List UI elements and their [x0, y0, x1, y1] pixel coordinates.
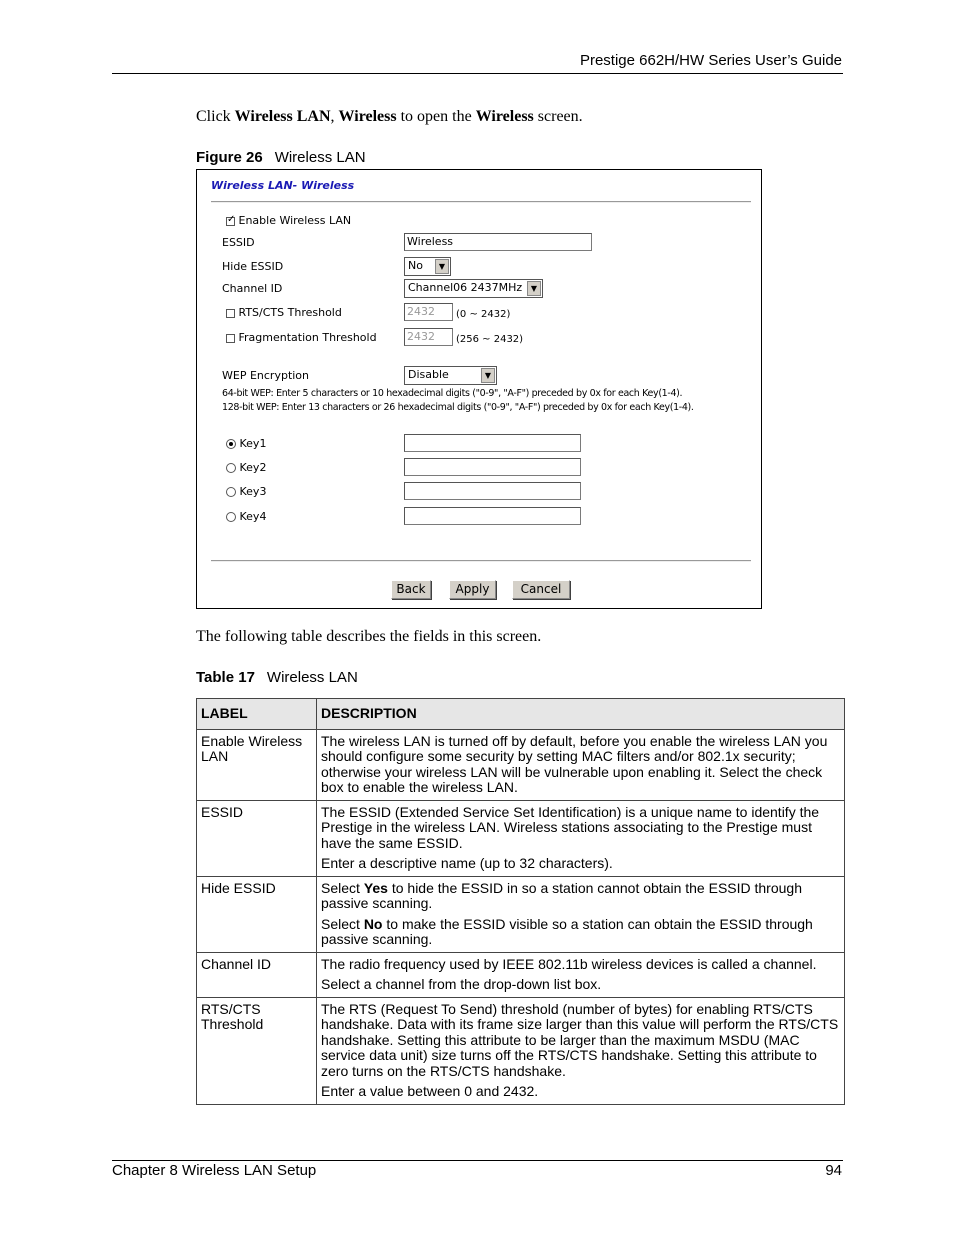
intro-suffix: screen.: [533, 108, 583, 125]
essid-input[interactable]: Wireless: [404, 233, 592, 251]
chevron-down-icon: ▼: [435, 259, 449, 274]
desc-paragraph: The wireless LAN is turned off by default, before you enable the wireless LAN you should configure some security by setting MAC filters and/or 802.1x security; otherwise your wireless LAN will be vulnerable upon enabling it. Select the check box to enable the wireless LAN.: [321, 732, 828, 795]
row-description: [317, 800, 845, 876]
hide-essid-select[interactable]: [404, 257, 451, 276]
row-description: [317, 997, 845, 1104]
desc-paragraph: Enter a value between 0 and 2432.: [321, 1083, 539, 1099]
desc-text: Select: [321, 879, 364, 896]
desc-bold-no: No: [363, 915, 383, 932]
desc-text: Select: [321, 915, 364, 932]
desc-paragraph: [321, 917, 840, 948]
wep-note-64: 64-bit WEP: Enter 5 characters or 10 hexadecimal digits ("0-9", "A-F") preceded by 0x for each Key(1-4).: [222, 388, 683, 399]
wep-label: WEP Encryption: [222, 369, 310, 382]
intro-mid: to open the: [396, 108, 476, 125]
key3-row: [226, 485, 266, 498]
frag-input[interactable]: 2432: [404, 328, 453, 346]
rts-range: (0 ~ 2432): [456, 309, 511, 320]
key2-label: Key2: [239, 461, 267, 474]
intro-bold-wireless: Wireless: [338, 108, 397, 125]
key4-row: [226, 510, 266, 523]
desc-bold-yes: Yes: [363, 879, 388, 896]
row-label: Enable Wireless LAN: [197, 729, 317, 800]
table-caption: [196, 669, 358, 686]
desc-paragraph: Select a channel from the drop-down list box.: [321, 976, 602, 992]
hide-essid-value: No: [408, 259, 423, 272]
key1-row: [226, 437, 266, 450]
apply-button[interactable]: Apply: [449, 580, 496, 599]
screen-title: Wireless LAN- Wireless: [211, 179, 355, 192]
row-label: Hide ESSID: [197, 876, 317, 952]
footer-rule: [112, 1160, 843, 1161]
frag-range: (256 ~ 2432): [456, 334, 524, 345]
frag-row: [226, 331, 377, 344]
key1-input[interactable]: [404, 434, 581, 452]
hide-essid-label: Hide ESSID: [222, 260, 284, 273]
rts-input[interactable]: 2432: [404, 303, 453, 321]
channel-id-label: Channel ID: [222, 282, 283, 295]
rts-row: [226, 306, 342, 319]
figure-title: Wireless LAN: [274, 149, 366, 166]
key2-radio[interactable]: [226, 463, 236, 473]
description-table: [196, 698, 845, 1105]
enable-wireless-checkbox[interactable]: [226, 217, 235, 226]
desc-text: to make the ESSID visible so a station can obtain the ESSID through passive scanning.: [321, 915, 813, 947]
key2-row: [226, 461, 266, 474]
chevron-down-icon: ▼: [527, 281, 541, 296]
table-row: [197, 997, 845, 1104]
wep-select[interactable]: [404, 366, 497, 385]
rts-checkbox[interactable]: [226, 309, 235, 318]
intro-bold-wireless-screen: Wireless: [475, 108, 534, 125]
table-row: [197, 876, 845, 952]
table-number: Table 17: [196, 669, 255, 686]
table-title: Wireless LAN: [266, 669, 358, 686]
intro-bold-wireless-lan: Wireless LAN: [234, 108, 331, 125]
desc-paragraph: [321, 881, 840, 912]
key4-input[interactable]: [404, 507, 581, 525]
table-row: [197, 800, 845, 876]
desc-paragraph: The RTS (Request To Send) threshold (number of bytes) for enabling RTS/CTS handshake. Data with its frame size larger than this value will perform the RTS/CTS handshake. Setting this attribute to be larger than the maximum MSDU (MAC service data unit) size turns off the RTS/CTS handshake. Setting this attribute to zero turns on the RTS/CTS handshake.: [321, 1000, 839, 1079]
cancel-button[interactable]: Cancel: [512, 580, 570, 599]
page-number: 94: [825, 1162, 842, 1179]
enable-wireless-row: [226, 214, 351, 227]
key2-input[interactable]: [404, 458, 581, 476]
key1-radio[interactable]: [226, 439, 236, 449]
channel-id-value: Channel06 2437MHz: [408, 281, 523, 294]
enable-wireless-label: Enable Wireless LAN: [238, 214, 352, 227]
wep-note-128: 128-bit WEP: Enter 13 characters or 26 hexadecimal digits ("0-9", "A-F") preceded by 0x for each Key(1-4).: [222, 402, 694, 413]
figure-caption: [196, 149, 366, 166]
table-row: [197, 952, 845, 997]
row-label: Channel ID: [197, 952, 317, 997]
desc-paragraph: The radio frequency used by IEEE 802.11b wireless devices is called a channel.: [321, 955, 817, 972]
col-description-header: DESCRIPTION: [317, 699, 845, 730]
running-header: Prestige 662H/HW Series User’s Guide: [579, 52, 842, 69]
key3-label: Key3: [239, 485, 267, 498]
row-label: ESSID: [197, 800, 317, 876]
chevron-down-icon: ▼: [481, 368, 495, 383]
key3-input[interactable]: [404, 482, 581, 500]
key4-label: Key4: [239, 510, 267, 523]
rts-label: RTS/CTS Threshold: [238, 306, 342, 319]
desc-paragraph: Enter a descriptive name (up to 32 characters).: [321, 855, 613, 871]
row-description: [317, 729, 845, 800]
key4-radio[interactable]: [226, 512, 236, 522]
intro-text: [196, 108, 583, 126]
row-description: [317, 952, 845, 997]
frag-label: Fragmentation Threshold: [238, 331, 377, 344]
footer-chapter: Chapter 8 Wireless LAN Setup: [112, 1162, 317, 1179]
intro-prefix: Click: [196, 108, 235, 125]
key1-label: Key1: [239, 437, 267, 450]
wireless-lan-screen: [196, 169, 762, 609]
channel-id-select[interactable]: [404, 279, 543, 298]
table-row: [197, 729, 845, 800]
essid-label: ESSID: [222, 236, 255, 249]
intro-sep: ,: [330, 108, 339, 125]
frag-checkbox[interactable]: [226, 334, 235, 343]
row-description: [317, 876, 845, 952]
screen-top-rule: [211, 201, 751, 203]
row-label: RTS/CTS Threshold: [197, 997, 317, 1104]
figure-number: Figure 26: [196, 149, 263, 166]
key3-radio[interactable]: [226, 487, 236, 497]
header-rule: [112, 73, 843, 74]
back-button[interactable]: Back: [391, 580, 431, 599]
col-label-header: LABEL: [197, 699, 317, 730]
desc-text: to hide the ESSID in so a station cannot obtain the ESSID through passive scanning.: [321, 879, 802, 911]
following-text: The following table describes the fields in this screen.: [196, 628, 542, 645]
screen-bottom-rule: [211, 560, 751, 562]
table-header-row: [197, 699, 845, 730]
desc-paragraph: The ESSID (Extended Service Set Identification) is a unique name to identify the Prestige in the wireless LAN. Wireless stations associating to the Prestige must have the same ESSID.: [321, 803, 820, 851]
wep-value: Disable: [408, 368, 449, 381]
